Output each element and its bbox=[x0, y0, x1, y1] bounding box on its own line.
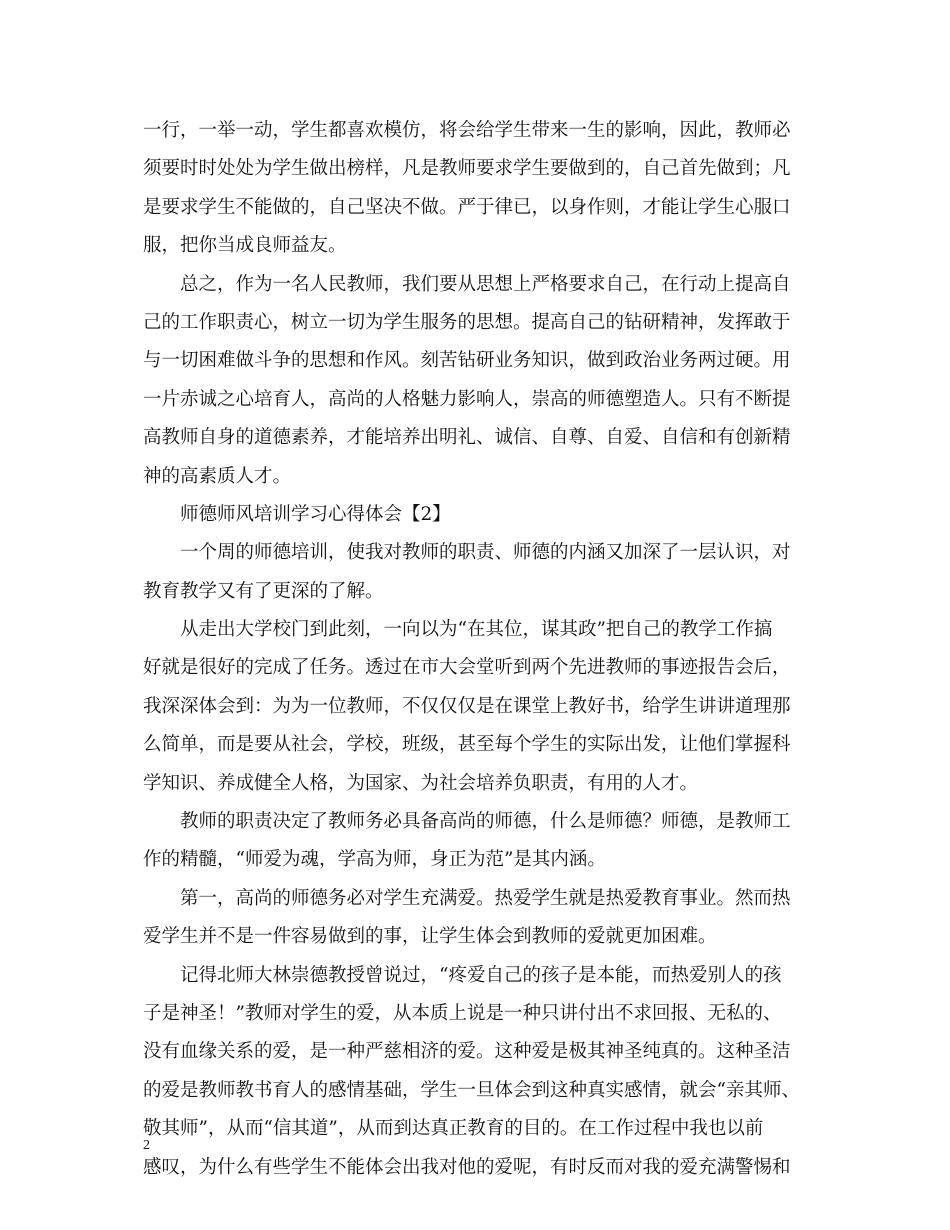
text-line: 没有血缘关系的爱，是一种严慈相济的爱。这种爱是极其神圣纯真的。这种圣洁 bbox=[143, 1041, 791, 1063]
text-line: 第一，高尚的师德务必对学生充满爱。热爱学生就是热爱教育事业。然而热 bbox=[180, 887, 791, 909]
text-line: 爱学生并不是一件容易做到的事，让学生体会到教师的爱就更加困难。 bbox=[143, 926, 717, 948]
text-line: 教育教学又有了更深的了解。 bbox=[143, 580, 384, 602]
text-line: 一个周的师德培训，使我对教师的职责、师德的内涵又加深了一层认识，对 bbox=[180, 542, 791, 564]
text-line: 我深深体会到：为为一位教师，不仅仅仅是在课堂上教好书，给学生讲讲道理那 bbox=[143, 695, 791, 717]
text-line: 与一切困难做斗争的思想和作风。刻苦钻研业务知识，做到政治业务两过硬。用 bbox=[143, 350, 791, 372]
text-line: 高教师自身的道德素养，才能培养出明礼、诚信、自尊、自爱、自信和有创新精 bbox=[143, 427, 791, 449]
text-line: 神的高素质人才。 bbox=[143, 465, 292, 487]
text-line: 子是神圣！”教师对学生的爱，从本质上说是一种只讲付出不求回报、无私的、 bbox=[143, 1002, 782, 1024]
text-line: 须要时时处处为学生做出榜样，凡是教师要求学生要做到的，自己首先做到；凡 bbox=[143, 158, 791, 180]
text-line: 教师的职责决定了教师务必具备高尚的师德，什么是师德？师德，是教师工 bbox=[180, 811, 791, 833]
page-number: 2 bbox=[143, 1138, 150, 1153]
text-line: 么简单，而是要从社会，学校，班级，甚至每个学生的实际出发，让他们掌握科 bbox=[143, 734, 791, 756]
text-line: 己的工作职责心，树立一切为学生服务的思想。提高自己的钻研精神，发挥敢于 bbox=[143, 311, 791, 333]
text-line: 好就是很好的完成了任务。透过在市大会堂听到两个先进教师的事迹报告会后， bbox=[143, 657, 791, 679]
text-line: 师德师风培训学习心得体会【2】 bbox=[180, 503, 451, 525]
text-line: 总之，作为一名人民教师，我们要从思想上严格要求自己，在行动上提高自 bbox=[180, 273, 791, 295]
text-line: 一片赤诚之心培育人，高尚的人格魅力影响人，崇高的师德塑造人。只有不断提 bbox=[143, 388, 791, 410]
text-line: 一行，一举一动，学生都喜欢模仿，将会给学生带来一生的影响，因此，教师必 bbox=[143, 120, 791, 141]
text-line: 的爱是教师教书育人的感情基础，学生一旦体会到这种真实感情，就会“亲其师、 bbox=[143, 1079, 800, 1101]
text-line: 服，把你当成良师益友。 bbox=[143, 235, 347, 257]
text-line: 学知识、养成健全人格，为国家、为社会培养负职责，有用的人才。 bbox=[143, 772, 699, 794]
text-line: 作的精髓，“师爱为魂，学高为师，身正为范”是其内涵。 bbox=[143, 849, 606, 871]
text-line: 敬其师”，从而“信其道”，从而到达真正教育的目的。在工作过程中我也以前 bbox=[143, 1118, 764, 1140]
text-line: 感叹，为什么有些学生不能体会出我对他的爱呢，有时反而对我的爱充满警惕和 bbox=[143, 1156, 791, 1178]
text-line: 从走出大学校门到此刻，一向以为“在其位，谋其政”把自己的教学工作搞 bbox=[180, 619, 773, 641]
text-line: 记得北师大林崇德教授曾说过，“疼爱自己的孩子是本能，而热爱别人的孩 bbox=[180, 964, 782, 986]
document-body bbox=[143, 112, 809, 1187]
text-line: 是要求学生不能做的，自己坚决不做。严于律已，以身作则，才能让学生心服口 bbox=[143, 196, 791, 218]
